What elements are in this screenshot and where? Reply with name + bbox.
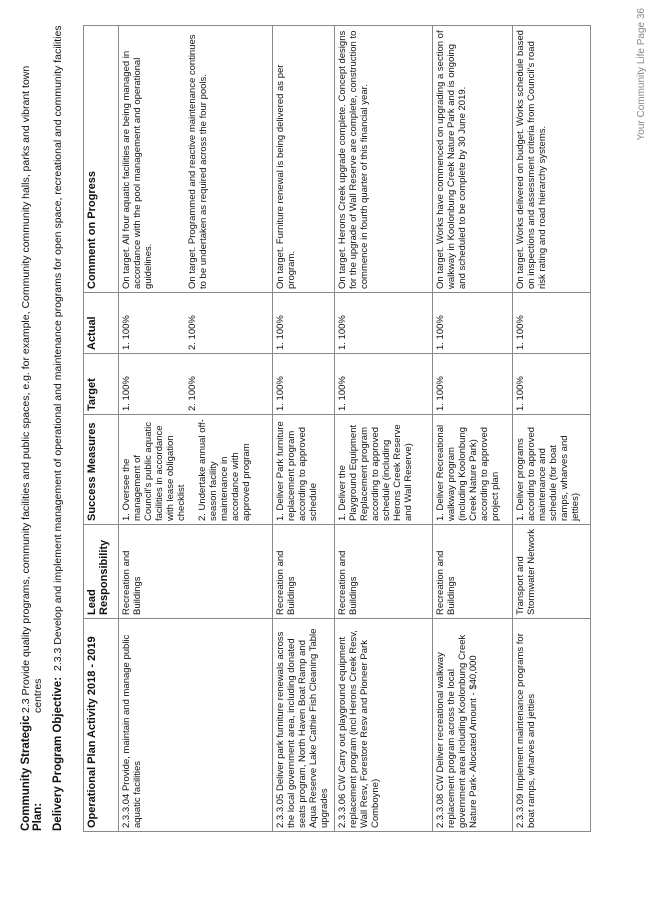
page-footer: Your Community Life Page 36 — [636, 8, 647, 141]
measure-item: 1. Oversee the management of Council's public aquatic facilities in accordance with lease obligation checklist — [121, 422, 187, 521]
header-target: Target — [84, 354, 119, 415]
lead-cell: Recreation and Buildings — [335, 525, 433, 619]
measures-cell: 1. Deliver Park furniture replacement program according to approved schedule — [273, 415, 335, 525]
table-row — [273, 26, 335, 832]
header-lead: Lead Responsibility — [84, 525, 119, 619]
header-activity: Operational Plan Activity 2018 - 2019 — [84, 619, 119, 832]
actual-cell — [119, 293, 273, 354]
lead-cell: Recreation and Buildings — [273, 525, 335, 619]
activity-cell: 2.3.3.06 CW Carry out playground equipment replacement program (incl Herons Creek Resv, Wall Resv, Forestore Resv and Pioneer Park Comboyne) — [335, 619, 433, 832]
target-cell: 1. 100% — [273, 354, 335, 415]
target-cell: 1. 100% — [335, 354, 433, 415]
activity-cell: 2.3.3.08 CW Deliver recreational walkway replacement program across the local government area including Koolonbung Creek Nature Park- Allocated Amount - $40,000 — [433, 619, 513, 832]
measures-cell — [119, 415, 273, 525]
operational-plan-table — [83, 25, 591, 832]
actual-cell: 1. 100% — [273, 293, 335, 354]
actual-item: 2. 100% — [187, 315, 198, 350]
measures-cell: 1. Deliver programs according to approved maintenance and schedule (for boat ramps, wharves and jetties) — [513, 415, 591, 525]
strategic-plan-row — [20, 31, 44, 831]
actual-item: 1. 100% — [121, 315, 132, 350]
target-item: 2. 100% — [187, 376, 198, 411]
table-header-row — [84, 26, 119, 832]
table-row — [335, 26, 433, 832]
activity-cell: 2.3.3.09 Implement maintenance programs for boat ramps, wharves and jetties — [513, 619, 591, 832]
actual-cell: 1. 100% — [513, 293, 591, 354]
measures-cell: 1. Deliver Recreational walkway program (including Koolonbung Creek Nature Park) according to approved project plan — [433, 415, 513, 525]
program-objective-row — [52, 11, 64, 831]
program-objective-text: 2.3.3 Develop and implement management of operational and maintenance programs for open space, recreational and community facilities — [52, 25, 64, 671]
program-objective-label: Delivery Program Objective: — [52, 676, 64, 831]
lead-cell: Recreation and Buildings — [119, 525, 273, 619]
comment-cell: On target. Herons Creek upgrade complete. Concept designs for the upgrade of Wall Reserve are complete, construction to commence in fourth quarter of this financial year. — [335, 26, 433, 293]
comment-item: On target. All four aquatic facilities are being managed in accordance with the pool management and operational guidelines. — [121, 50, 154, 289]
header-actual: Actual — [84, 293, 119, 354]
table-row — [433, 26, 513, 832]
target-item: 1. 100% — [121, 376, 132, 411]
target-cell — [119, 354, 273, 415]
target-cell: 1. 100% — [513, 354, 591, 415]
strategic-plan-label: Community Strategic Plan: — [20, 715, 44, 831]
header-measures: Success Measures — [84, 415, 119, 525]
comment-cell: On target. Works have commenced on upgrading a section of walkway in Koolonbung Creek Nature Park and is ongoing and scheduled to be complete by 30 June 2019. — [433, 26, 513, 293]
header-comment: Comment on Progress — [84, 26, 119, 293]
strategic-plan-text: 2.3 Provide quality programs, community facilities and public spaces, e.g. for example, Community community halls, parks and vibrant town centres — [20, 65, 44, 713]
comment-cell: On target. Works delivered on budget. Works schedule based on inspections and assessment criteria from Council's road risk rating and road hierarchy systems. — [513, 26, 591, 293]
activity-cell: 2.3.3.04 Provide, maintain and manage public aquatic facilities — [119, 619, 273, 832]
target-cell: 1. 100% — [433, 354, 513, 415]
actual-cell: 1. 100% — [335, 293, 433, 354]
comment-cell: On target. Furniture renewal is being delivered as per program. — [273, 26, 335, 293]
comment-item: On target. Programmed and reactive maintenance continues to be undertaken as required across the four pools. — [187, 34, 209, 289]
measure-item: 2. Undertake annual off-season facility maintenance in accordance with approved program — [197, 419, 252, 521]
measures-cell: 1. Deliver the Playground Equipment Replacement program according to approved schedule (including Herons Creek Reserve and Wall Reserve) — [335, 415, 433, 525]
activity-cell: 2.3.3.05 Deliver park furniture renewals across the local government area, including donated seats program, North Haven Boat Ramp and Aqua Reserve Lake Cathie Fish Cleaning Table upgrades — [273, 619, 335, 832]
comment-cell — [119, 26, 273, 293]
lead-cell: Transport and Stormwater Network — [513, 525, 591, 619]
lead-cell: Recreation and Buildings — [433, 525, 513, 619]
table-row — [119, 26, 273, 832]
actual-cell: 1. 100% — [433, 293, 513, 354]
table-row — [513, 26, 591, 832]
